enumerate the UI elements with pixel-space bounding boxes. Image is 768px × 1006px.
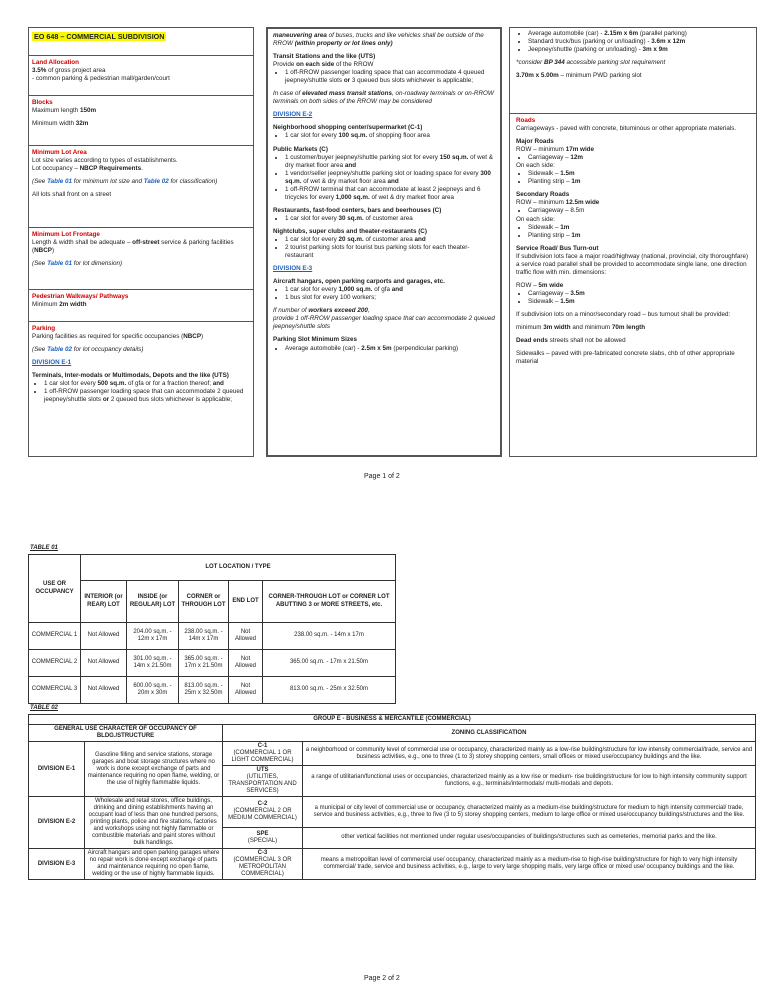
major-c-b: 12m [570, 154, 583, 162]
pwd-b: – minimum PWD parking slot [558, 72, 642, 80]
zone-code: C-1 [257, 743, 268, 750]
table-cell: Not Allowed [229, 650, 263, 677]
elev-a: In case of [273, 90, 303, 98]
psm1a: Average automobile (car) - [285, 344, 362, 352]
parking-l1c: ) [201, 333, 204, 341]
table01-caption: TABLE 01 [30, 545, 58, 551]
zone-desc: means a metropolitan level of commercial use/ occupancy, characterized mainly as a medium-rise to high-rise building/structure for high to very high intensity commercial/ trade, service and business activities, e.g., large to very large shopping malls, very large office or mixed use/ occupancy buildings and the like. [303, 849, 756, 880]
land-allocation-heading: Land Allocation [32, 59, 79, 66]
list-item [285, 132, 495, 140]
list-item [285, 345, 495, 353]
consider-c: accessible parking slot requirement [564, 59, 666, 67]
list-item [528, 298, 750, 306]
table01-link[interactable]: Table 01 [47, 260, 73, 268]
pwd-a: 3.70m x 5.00m [516, 72, 559, 80]
list-item [44, 388, 250, 404]
walk-l1a: Minimum [32, 301, 60, 309]
aircraft-list [283, 286, 495, 302]
list-item [528, 170, 750, 178]
pm1d: and [344, 161, 357, 169]
zone-code: C-2 [257, 801, 268, 808]
parking-section [29, 322, 253, 407]
minlot-heading: Minimum Lot Area [32, 149, 87, 156]
land-allocation-section [29, 56, 253, 96]
transit-list [283, 69, 495, 85]
division-e2-desc: Wholesale and retail stores, office buildings, drinking and dining establishments having an occupant load of less than one hundred persons, printing plants, police and fire stations, factories and workshops using not highly flammable or combustible materials and paint stores without bulk handlings. [85, 797, 223, 849]
list-item [285, 286, 495, 294]
list-item [528, 178, 750, 186]
minlot-ref-post: for classification) [168, 178, 218, 186]
blocks-min-label: Minimum width [32, 120, 76, 128]
nb-c: of shopping floor area [367, 132, 430, 140]
table02-link[interactable]: Table 02 [143, 178, 169, 186]
roads-text: Carriageways - paved with concrete, bituminous or other appropriate materials. [516, 125, 737, 133]
major-side-list [526, 170, 750, 186]
parking-slot-sizes-heading: Parking Slot Minimum Sizes [273, 336, 357, 344]
work-d: provide 1 off-RROW passenger loading space that can accommodate 2 queued jeepney/shuttle slots [273, 315, 495, 331]
list-item [285, 236, 495, 244]
psm1b: 2.5m x 5m [361, 344, 392, 352]
c1b: 2.15m x 6m [604, 30, 639, 37]
dead-a: Dead ends [516, 337, 548, 345]
parking-slot-list [283, 345, 495, 353]
th-lot-location: LOT LOCATION / TYPE [81, 555, 396, 581]
table-cell: COMMERCIAL 2 [29, 650, 81, 677]
frontage-heading: Minimum Lot Frontage [32, 231, 100, 238]
transit-heading: Transit Stations and the like (UTS) [273, 53, 376, 61]
c2-p1c: (within property or lot lines only) [294, 40, 393, 48]
frontage-l1b: off-street [132, 239, 160, 247]
doc-title: EO 648 – COMMERCIAL SUBDIVISION [34, 32, 165, 41]
night1b: 20 sq.m. [338, 235, 364, 243]
pedestrian-walkways-section [29, 290, 253, 322]
division-e1-heading: DIVISION E-1 [32, 359, 72, 367]
minor-a: minimum [516, 324, 544, 332]
b1b: 500 sq.m. [97, 380, 127, 388]
sec-s-b: 1m [560, 223, 570, 231]
list-item: • Carriageway – 8.5m [528, 207, 750, 215]
list-item [528, 154, 750, 162]
th-col: CORNER-THROUGH LOT or CORNER LOT ABUTTING 3 or MORE STREETS, etc. [263, 581, 396, 623]
division-e2-cell: DIVISION E-2 [29, 797, 85, 849]
zone-desc: other vertical facilities not mentioned under regular uses/occupancies of buildings/structures such as cemeteries, memorial parks and the like. [303, 827, 756, 849]
zone-desc: a municipal or city level of commercial use or occupancy, characterized mainly as a medium-rise building/structure for medium to high intensity commercial/ trade, service and business activities, e.g., three to five (3 to 5) storey shopping centers, medium to large office or mixed use/occupancy buildings/structures and the like. [303, 797, 756, 828]
nightclubs-list [283, 236, 495, 260]
major-carriageway-list [526, 154, 750, 162]
table-cell: 204.00 sq.m. - 12m x 17m [127, 623, 179, 650]
division-e3-desc: Aircraft hangars and open parking garages where no repair work is done except exchange of parts and maintenance requiring no open flame, welding or the use of highly flammable liquids. [85, 849, 223, 880]
pm1b: 150 sq.m. [439, 153, 469, 161]
blocks-min-value: 32m [75, 120, 89, 128]
c1a: Average automobile (car) - [528, 30, 605, 37]
night1c: of customer area [363, 235, 415, 243]
pm1c: of wet & dry market floor area [285, 153, 493, 169]
walk-l1b: 2m width [59, 301, 87, 309]
table-cell: 301.00 sq.m. - 14m x 21.50m [127, 650, 179, 677]
svc-c-a: Carriageway – [528, 289, 571, 297]
transit-li-a: 1 off-RROW passenger loading space that can accommodate 4 queued jeepney/shuttle slots [285, 69, 485, 85]
table-row [29, 797, 756, 828]
minlot-ref-pre: (See [32, 178, 48, 186]
minlot-l2b: NBCP Requirements [79, 165, 142, 173]
table-row [29, 677, 396, 704]
major-p-b: 1m [571, 178, 581, 186]
minlot-ref-mid: for minimum lot size and [72, 178, 144, 186]
zone-desc: a neighborhood or community level of commercial use or occupancy, characterized mainly as a low-rise building/structure for low intensity commercial/trade, service and business activities, e.g., one to three (1 to 3) storey shopping centers, small offices or mixed use/occupancy buildings and the like. [303, 742, 756, 766]
list-item [285, 186, 495, 202]
elev-c: , on-roadway terminals or on-RROW terminals on both sides of the RROW may be considered [273, 90, 494, 106]
zone-code: SPE [256, 830, 269, 837]
list-item [528, 38, 750, 46]
consider-a: *consider [516, 59, 545, 67]
sec-row-a: ROW – minimum [516, 199, 566, 207]
work-a: If number of [273, 307, 309, 315]
slot-size-list [526, 30, 750, 54]
page-number-2: Page 2 of 2 [364, 975, 400, 982]
zone-name: (COMMERCIAL 3 OR METROPOLITAN COMMERCIAL) [233, 857, 292, 878]
nb-b: 100 sq.m. [338, 132, 368, 140]
column-1 [28, 27, 254, 457]
list-item: • 2 tourist parking slots for tourist bus parking slots for each theater-restaurant [285, 244, 495, 260]
th-general-use: GENERAL USE CHARACTER OF OCCUPANCY OF BLDG./STRUCTURE [29, 725, 223, 742]
minlot-line1: Lot size varies according to types of establishments. [32, 157, 178, 165]
table02-caption: TABLE 02 [30, 705, 58, 711]
terminals-heading: Terminals, Inter-modals or Multimodals, Depots and the like (UTS) [32, 372, 229, 380]
list-item [528, 232, 750, 240]
blocks-heading: Blocks [32, 99, 53, 106]
land-note: - common parking & pedestrian mall/garden/court [32, 75, 170, 83]
table-cell: Not Allowed [81, 650, 127, 677]
minlot-l2c: . [141, 165, 143, 173]
parking-ref-post: for lot occupancy details) [72, 346, 144, 354]
transit-b: on each side [296, 61, 335, 69]
zone-desc: a range of utilitarian/functional uses or occupancies, characterized mainly as a low rise or medium- rise building/structure for low to high intensity community support functions, e.g., terminals/intermodals/ multi-modals and depots. [303, 766, 756, 797]
list-item [528, 30, 750, 38]
night1d: and [414, 235, 426, 243]
psm1c: (perpendicular parking) [391, 344, 459, 352]
c2b: 3.6m x 12m [651, 38, 686, 46]
roads-heading: Roads [516, 117, 536, 124]
pm3a: 1 off-RROW terminal that can accommodate at least 2 jeepneys and 6 tricycles for every [285, 185, 481, 201]
list-item: • 1 bus slot for every 100 workers; [285, 294, 495, 302]
th-col: END LOT [229, 581, 263, 623]
walkways-heading: Pedestrian Walkways/ Pathways [32, 293, 129, 300]
c2-p1a: maneuvering area [273, 32, 327, 39]
svc-row-a: ROW – [516, 281, 539, 289]
pm2c: of wet & dry market floor area [301, 177, 388, 185]
frontage-l1e: ) [51, 247, 55, 255]
minimum-lot-frontage-section [29, 228, 253, 290]
svc-s-a: Sidewalk – [528, 297, 561, 305]
minlot-front: All lots shall front on a street [32, 191, 112, 199]
major-c-a: Carriageway – [528, 154, 571, 162]
land-value: 3.5% [32, 67, 47, 75]
blocks-max-label: Maximum length [32, 107, 80, 115]
b1a: 1 car slot for every [44, 380, 98, 388]
sec-p-a: Planting strip – [528, 231, 572, 239]
division-e3-cell: DIVISION E-3 [29, 849, 85, 880]
major-roads-heading: Major Roads [516, 138, 554, 146]
table02-link[interactable]: Table 02 [47, 346, 73, 354]
service-road-text: If subdivision lots face a major road/highway (national, provincial, city thoroughfare) a service road parallel shall be provided to accommodate single lane, one direction traffic flow with min. dimensions: [516, 252, 749, 276]
major-s-a: Sidewalk – [528, 170, 561, 178]
rest-c: of customer area [363, 214, 413, 222]
th-col: INTERIOR (or REAR) LOT [81, 581, 127, 623]
neighborhood-list [283, 132, 495, 140]
list-item [528, 290, 750, 298]
zone-name: (SPECIAL) [247, 837, 278, 844]
sec-side-list [526, 224, 750, 240]
division-e3-heading: DIVISION E-3 [273, 265, 313, 273]
sec-p-b: 1m [571, 231, 581, 239]
table-cell: 813.00 sq.m. - 25m x 32.50m [179, 677, 229, 704]
pm2a: 1 vendor/seller jeepney/shuttle parking slot or loading space for every [285, 169, 481, 177]
transit-c: of the RROW [334, 61, 374, 69]
table-row [29, 742, 756, 766]
list-item [285, 170, 495, 186]
title-section [29, 28, 253, 56]
table-cell: Not Allowed [229, 677, 263, 704]
table01-link[interactable]: Table 01 [47, 178, 73, 186]
sec-carriageway-list [526, 207, 750, 215]
division-e1-desc: Gasoline filling and service stations, storage garages and boat storage structures where no work is done except exchange of parts and maintenance requiring no open flame, welding, or the use of highly flammable liquids. [85, 742, 223, 797]
neighborhood-heading: Neighborhood shopping center/supermarket (C-1) [273, 124, 423, 132]
table-row [29, 623, 396, 650]
nb-a: 1 car slot for every [285, 132, 339, 140]
zone-name: (UTILITIES, TRANSPORTATION AND SERVICES) [228, 774, 297, 795]
table-cell: COMMERCIAL 1 [29, 623, 81, 650]
frontage-ref-post: for lot dimension) [72, 260, 123, 268]
column-3 [509, 27, 757, 457]
table-cell: 238.00 sq.m. - 14m x 17m [263, 623, 396, 650]
table-cell: Not Allowed [81, 677, 127, 704]
th-use: USE OR OCCUPANCY [29, 555, 81, 623]
on-each-side-label: On each side: [516, 215, 555, 223]
th-col: CORNER or THROUGH LOT [179, 581, 229, 623]
c2a: Standard truck/bus (parking or un/loading) - [528, 38, 652, 46]
division-e1-cell: DIVISION E-1 [29, 742, 85, 797]
elev-b: elevated mass transit stations [302, 90, 393, 98]
major-row-a: ROW – minimum [516, 146, 566, 154]
minlot-l2a: Lot occupancy – [32, 165, 80, 173]
table-row [29, 849, 756, 880]
column-2-content [268, 29, 500, 356]
zone-name: (COMMERCIAL 2 OR MEDIUM COMMERCIAL) [228, 808, 297, 822]
rest-a: 1 car slot for every [285, 214, 339, 222]
frontage-l1a: Length & width shall be adequate – [32, 239, 133, 247]
table-cell: 238.00 sq.m. - 14m x 17m [179, 623, 229, 650]
c1c: (parallel parking) [638, 30, 687, 37]
pm2b: 300 sq.m. [285, 169, 491, 185]
th-zoning: ZONING CLASSIFICATION [223, 725, 756, 742]
transit-a: Provide [273, 61, 297, 69]
restaurants-heading: Restaurants, fast-food centers, bars and beerhouses (C) [273, 206, 442, 214]
parking-sizes-section [510, 28, 756, 114]
air1a: 1 car slot for every [285, 286, 339, 294]
land-text: of gross project area [46, 67, 106, 75]
c2-p1b: of buses, trucks and like vehicles shall be outside of the RROW [273, 32, 484, 48]
service-list [526, 290, 750, 306]
pm3b: 1,000 sq.m. [335, 193, 370, 201]
frontage-l1d: NBCP [34, 247, 52, 255]
consider-b: BP 344 [544, 59, 565, 67]
work-b: workers exceed 200 [308, 307, 368, 315]
blocks-section [29, 96, 253, 146]
roads-section [510, 114, 756, 369]
table-cell: 813.00 sq.m. - 25m x 32.50m [263, 677, 396, 704]
minor-b: 3m width [543, 324, 571, 332]
column-2 [266, 27, 502, 457]
list-item [44, 380, 250, 388]
on-each-side-label: On each side: [516, 162, 555, 170]
dead-b: streets shall not be allowed [547, 337, 626, 345]
terminals-list [42, 380, 250, 404]
pm2d: and [387, 177, 399, 185]
table-cell: COMMERCIAL 3 [29, 677, 81, 704]
th-col: INSIDE (or REGULAR) LOT [127, 581, 179, 623]
public-markets-heading: Public Markets (C) [273, 145, 328, 153]
blocks-max-value: 150m [79, 107, 97, 115]
transit-li-c: 3 queued bus slots whichever is applicable; [350, 77, 473, 85]
c3b: 3m x 9m [642, 46, 668, 54]
aircraft-heading: Aircraft hangars, open parking carports and garages, etc. [273, 278, 445, 286]
svc-s-b: 1.5m [560, 297, 575, 305]
sidewalks-text: Sidewalks – paved with pre-fabricated concrete slabs, chb of other appropriate material [516, 350, 735, 366]
page-number-1: Page 1 of 2 [364, 473, 400, 480]
list-item [285, 215, 495, 223]
secondary-roads-heading: Secondary Roads [516, 191, 570, 199]
table02 [28, 714, 756, 880]
zone-code: C-3 [257, 850, 268, 857]
svc-c-b: 3.5m [570, 289, 585, 297]
frontage-ref-pre: (See [32, 260, 48, 268]
minimum-lot-area-section [29, 146, 253, 228]
major-s-b: 1.5m [560, 170, 575, 178]
b2b: or [102, 396, 110, 404]
public-markets-list [283, 154, 495, 202]
minor-road-text: If subdivision lots on a minor/secondary road – bus turnout shall be provided: [516, 310, 731, 318]
frontage-l1c: service & parking facilities ( [32, 239, 234, 255]
zone-code: UTS [256, 767, 269, 774]
b2a: 1 off-RROW passenger loading space that can accommodate 2 queued jeepney/shuttle slots [44, 388, 244, 404]
th-group: GROUP E - BUSINESS & MERCANTILE (COMMERCIAL) [29, 715, 756, 725]
parking-l1b: NBCP [183, 333, 202, 341]
parking-l1a: Parking facilities as required for specific occupancies ( [32, 333, 184, 341]
b1d: and [212, 380, 224, 388]
work-c: , [367, 307, 370, 315]
c3a: Jeepney/shuttle (parking or un/loading) - [528, 46, 643, 54]
table01 [28, 554, 396, 704]
table-cell: 365.00 sq.m. - 17m x 21.50m [179, 650, 229, 677]
transit-li-b: or [343, 77, 351, 85]
table-cell: 600.00 sq.m. - 20m x 30m [127, 677, 179, 704]
b1c: of gfa or for a fraction thereof; [126, 380, 213, 388]
major-p-a: Planting strip – [528, 178, 572, 186]
svc-row-b: 5m wide [538, 281, 564, 289]
parking-heading: Parking [32, 325, 56, 332]
zone-name: (COMMERCIAL 1 OR LIGHT COMMERCIAL) [231, 750, 294, 764]
list-item [528, 224, 750, 232]
sec-s-a: Sidewalk – [528, 223, 561, 231]
table-cell: 365.00 sq.m. - 17m x 21.50m [263, 650, 396, 677]
major-row-b: 17m wide [565, 146, 595, 154]
air1b: 1,000 sq.m. [338, 286, 373, 294]
list-item [285, 69, 495, 85]
nightclubs-heading: Nightclubs, super clubs and theater-restaurants (C) [273, 227, 427, 235]
b2c: 2 queued bus slots whichever is applicable; [109, 396, 232, 404]
parking-ref-pre: (See [32, 346, 48, 354]
division-e2-heading: DIVISION E-2 [273, 111, 313, 119]
sec-row-b: 12.5m wide [565, 199, 600, 207]
minor-c: and minimum [570, 324, 612, 332]
air1d: and [391, 286, 403, 294]
restaurants-list [283, 215, 495, 223]
list-item [528, 46, 750, 54]
table-cell: Not Allowed [229, 623, 263, 650]
pm3c: of wet & dry market floor area [369, 193, 455, 201]
service-road-heading: Service Road/ Bus Turn-out [516, 244, 599, 252]
list-item [285, 154, 495, 170]
table-row [29, 650, 396, 677]
pm1a: 1 customer/buyer jeepney/shuttle parking slot for every [285, 153, 440, 161]
minor-d: 70m length [611, 324, 646, 332]
rest-b: 30 sq.m. [338, 214, 364, 222]
night1a: 1 car slot for every [285, 235, 339, 243]
air1c: of gfa [372, 286, 392, 294]
table-cell: Not Allowed [81, 623, 127, 650]
